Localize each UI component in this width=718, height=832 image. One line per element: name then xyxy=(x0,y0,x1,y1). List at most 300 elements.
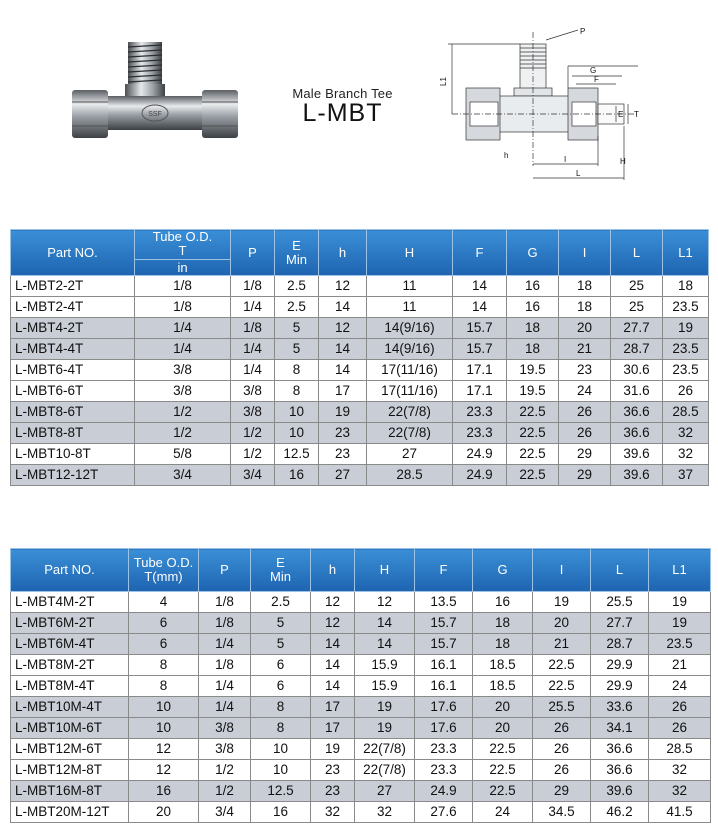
cell-p: 3/8 xyxy=(199,739,251,760)
header-tube-od-label: Tube O.D. xyxy=(152,229,213,244)
cell-h-large: 15.9 xyxy=(355,655,415,676)
table-row xyxy=(11,676,711,697)
cell-i: 21 xyxy=(533,634,591,655)
cell-part-no: L-MBT2-4T xyxy=(11,297,135,318)
label-f: F xyxy=(594,75,599,84)
header-e-label: E xyxy=(292,237,301,253)
table-row xyxy=(11,655,711,676)
technical-drawing xyxy=(438,26,650,188)
table-row xyxy=(11,318,709,339)
label-l: L xyxy=(576,169,581,178)
cell-g: 24 xyxy=(473,802,533,823)
cell-part-no: L-MBT6-6T xyxy=(11,381,135,402)
cell-part-no: L-MBT8M-4T xyxy=(11,676,129,697)
cell-l: 36.6 xyxy=(591,760,649,781)
cell-h-small: 14 xyxy=(319,360,367,381)
header-tube-od-unit: in xyxy=(135,259,230,275)
label-l1: L1 xyxy=(439,77,448,86)
cell-h-small: 14 xyxy=(319,297,367,318)
cell-tube-od: 16 xyxy=(129,781,199,802)
cell-i: 26 xyxy=(533,739,591,760)
cell-part-no: L-MBT10M-6T xyxy=(11,718,129,739)
cell-tube-od: 20 xyxy=(129,802,199,823)
cell-h-large: 17(11/16) xyxy=(367,381,453,402)
label-p: P xyxy=(580,27,586,36)
cell-tube-od: 10 xyxy=(129,697,199,718)
label-h: h xyxy=(504,151,509,160)
header-tube-od xyxy=(129,549,199,592)
cell-g: 19.5 xyxy=(507,360,559,381)
cell-part-no: L-MBT20M-12T xyxy=(11,802,129,823)
cell-g: 22.5 xyxy=(507,423,559,444)
cell-e: 6 xyxy=(251,655,311,676)
cell-tube-od: 3/8 xyxy=(135,381,231,402)
cell-tube-od: 10 xyxy=(129,718,199,739)
cell-tube-od: 1/2 xyxy=(135,423,231,444)
cell-e: 5 xyxy=(251,634,311,655)
table-row xyxy=(11,423,709,444)
header-i: I xyxy=(533,549,591,592)
cell-l: 28.7 xyxy=(591,634,649,655)
cell-l1: 23.5 xyxy=(663,360,709,381)
table-row xyxy=(11,444,709,465)
cell-p: 1/2 xyxy=(199,760,251,781)
cell-tube-od: 4 xyxy=(129,592,199,613)
cell-p: 1/8 xyxy=(231,276,275,297)
cell-i: 29 xyxy=(559,465,611,486)
cell-part-no: L-MBT12M-8T xyxy=(11,760,129,781)
cell-h-small: 23 xyxy=(311,781,355,802)
header-g: G xyxy=(473,549,533,592)
cell-h-large: 27 xyxy=(367,444,453,465)
cell-part-no: L-MBT4M-2T xyxy=(11,592,129,613)
cell-l1: 37 xyxy=(663,465,709,486)
label-hh: H xyxy=(620,157,626,166)
cell-p: 1/8 xyxy=(199,655,251,676)
cell-h-large: 22(7/8) xyxy=(367,402,453,423)
cell-p: 1/4 xyxy=(231,339,275,360)
cell-h-large: 14(9/16) xyxy=(367,318,453,339)
cell-f: 24.9 xyxy=(415,781,473,802)
cell-l: 31.6 xyxy=(611,381,663,402)
cell-f: 23.3 xyxy=(415,760,473,781)
cell-l: 27.7 xyxy=(611,318,663,339)
cell-g: 22.5 xyxy=(507,444,559,465)
cell-g: 20 xyxy=(473,718,533,739)
cell-i: 23 xyxy=(559,360,611,381)
cell-p: 3/8 xyxy=(231,381,275,402)
cell-l: 39.6 xyxy=(611,444,663,465)
cell-f: 14 xyxy=(453,297,507,318)
table-row xyxy=(11,634,711,655)
cell-h-small: 12 xyxy=(311,613,355,634)
cell-e: 16 xyxy=(251,802,311,823)
header-e-label: E xyxy=(276,555,285,570)
cell-f: 23.3 xyxy=(453,423,507,444)
cell-tube-od: 3/4 xyxy=(135,465,231,486)
cell-i: 21 xyxy=(559,339,611,360)
table-row xyxy=(11,781,711,802)
cell-l1: 32 xyxy=(663,423,709,444)
header-h-small: h xyxy=(319,230,367,276)
table-row xyxy=(11,276,709,297)
cell-f: 14 xyxy=(453,276,507,297)
table-row xyxy=(11,381,709,402)
cell-g: 16 xyxy=(473,592,533,613)
cell-e: 2.5 xyxy=(275,276,319,297)
table-row xyxy=(11,465,709,486)
table-row xyxy=(11,360,709,381)
cell-f: 24.9 xyxy=(453,465,507,486)
header-l: L xyxy=(611,230,663,276)
cell-part-no: L-MBT10M-4T xyxy=(11,697,129,718)
cell-e: 10 xyxy=(275,423,319,444)
cell-h-large: 14(9/16) xyxy=(367,339,453,360)
cell-f: 15.7 xyxy=(415,613,473,634)
cell-tube-od: 8 xyxy=(129,676,199,697)
cell-g: 20 xyxy=(473,697,533,718)
cell-l1: 18 xyxy=(663,276,709,297)
cell-p: 1/4 xyxy=(199,634,251,655)
cell-h-small: 12 xyxy=(311,592,355,613)
cell-h-small: 27 xyxy=(319,465,367,486)
cell-e: 16 xyxy=(275,465,319,486)
cell-l1: 23.5 xyxy=(649,634,711,655)
cell-g: 18 xyxy=(507,318,559,339)
cell-p: 3/8 xyxy=(199,718,251,739)
cell-l1: 28.5 xyxy=(649,739,711,760)
header-tube-od-symbol: T xyxy=(178,243,187,258)
cell-i: 29 xyxy=(559,444,611,465)
header-g: G xyxy=(507,230,559,276)
product-photo xyxy=(70,38,240,150)
table-row xyxy=(11,592,711,613)
label-t: T xyxy=(634,110,639,119)
cell-tube-od: 12 xyxy=(129,760,199,781)
cell-h-large: 15.9 xyxy=(355,676,415,697)
cell-l: 46.2 xyxy=(591,802,649,823)
cell-p: 1/2 xyxy=(199,781,251,802)
table-row xyxy=(11,718,711,739)
cell-part-no: L-MBT16M-8T xyxy=(11,781,129,802)
header-e-min: Min xyxy=(270,569,291,584)
cell-part-no: L-MBT12-12T xyxy=(11,465,135,486)
cell-l1: 23.5 xyxy=(663,339,709,360)
table-row xyxy=(11,297,709,318)
cell-tube-od: 1/4 xyxy=(135,339,231,360)
cell-e: 10 xyxy=(251,760,311,781)
cell-p: 1/8 xyxy=(199,592,251,613)
cell-h-small: 19 xyxy=(311,739,355,760)
header-f: F xyxy=(453,230,507,276)
cell-f: 16.1 xyxy=(415,676,473,697)
cell-l1: 24 xyxy=(649,676,711,697)
cell-p: 1/4 xyxy=(231,360,275,381)
cell-f: 16.1 xyxy=(415,655,473,676)
label-e: E xyxy=(618,110,624,119)
cell-h-small: 19 xyxy=(319,402,367,423)
cell-h-large: 32 xyxy=(355,802,415,823)
cell-l: 25 xyxy=(611,276,663,297)
cell-l: 39.6 xyxy=(611,465,663,486)
cell-h-large: 14 xyxy=(355,613,415,634)
cell-g: 18.5 xyxy=(473,655,533,676)
cell-l1: 21 xyxy=(649,655,711,676)
cell-e: 8 xyxy=(275,381,319,402)
cell-f: 15.7 xyxy=(453,339,507,360)
cell-part-no: L-MBT4-2T xyxy=(11,318,135,339)
cell-tube-od: 8 xyxy=(129,655,199,676)
table-body xyxy=(11,592,711,823)
cell-h-small: 23 xyxy=(319,423,367,444)
header-h-large: H xyxy=(355,549,415,592)
cell-h-large: 28.5 xyxy=(367,465,453,486)
cell-h-large: 27 xyxy=(355,781,415,802)
cell-g: 22.5 xyxy=(507,465,559,486)
cell-f: 17.1 xyxy=(453,381,507,402)
cell-l: 36.6 xyxy=(591,739,649,760)
cell-l1: 26 xyxy=(649,697,711,718)
cell-p: 1/8 xyxy=(231,318,275,339)
product-code: L-MBT xyxy=(302,99,383,127)
header-h-small: h xyxy=(311,549,355,592)
cell-e: 5 xyxy=(251,613,311,634)
cell-part-no: L-MBT4-4T xyxy=(11,339,135,360)
cell-i: 22.5 xyxy=(533,655,591,676)
cell-e: 5 xyxy=(275,339,319,360)
cell-l1: 41.5 xyxy=(649,802,711,823)
cell-i: 25.5 xyxy=(533,697,591,718)
cell-f: 17.1 xyxy=(453,360,507,381)
cell-h-small: 32 xyxy=(311,802,355,823)
cell-l1: 26 xyxy=(649,718,711,739)
cell-l: 28.7 xyxy=(611,339,663,360)
cell-h-small: 14 xyxy=(311,655,355,676)
cell-l1: 23.5 xyxy=(663,297,709,318)
cell-i: 26 xyxy=(559,423,611,444)
cell-l: 39.6 xyxy=(591,781,649,802)
cell-i: 26 xyxy=(533,760,591,781)
header-e xyxy=(251,549,311,592)
cell-h-small: 14 xyxy=(319,339,367,360)
cell-h-small: 12 xyxy=(319,318,367,339)
header-e-min: Min xyxy=(286,251,307,267)
cell-h-small: 12 xyxy=(319,276,367,297)
table-row xyxy=(11,613,711,634)
header-tube-od-unit: T(mm) xyxy=(144,569,183,584)
cell-e: 5 xyxy=(275,318,319,339)
cell-i: 29 xyxy=(533,781,591,802)
cell-g: 22.5 xyxy=(507,402,559,423)
cell-l: 34.1 xyxy=(591,718,649,739)
cell-tube-od: 1/8 xyxy=(135,297,231,318)
cell-h-small: 17 xyxy=(311,718,355,739)
cell-h-small: 14 xyxy=(311,676,355,697)
cell-e: 2.5 xyxy=(251,592,311,613)
header-part-no: Part NO. xyxy=(11,230,135,276)
cell-l1: 19 xyxy=(663,318,709,339)
cell-p: 1/4 xyxy=(199,697,251,718)
cell-l1: 26 xyxy=(663,381,709,402)
header-h-large: H xyxy=(367,230,453,276)
cell-i: 22.5 xyxy=(533,676,591,697)
cell-g: 18 xyxy=(473,613,533,634)
header-p: P xyxy=(199,549,251,592)
cell-l1: 19 xyxy=(649,592,711,613)
table-row xyxy=(11,760,711,781)
cell-part-no: L-MBT6-4T xyxy=(11,360,135,381)
header-p: P xyxy=(231,230,275,276)
table-row xyxy=(11,697,711,718)
cell-e: 10 xyxy=(251,739,311,760)
header-e xyxy=(275,230,319,276)
cell-e: 8 xyxy=(251,718,311,739)
cell-h-small: 23 xyxy=(311,760,355,781)
cell-h-large: 19 xyxy=(355,697,415,718)
cell-e: 8 xyxy=(251,697,311,718)
table-row xyxy=(11,339,709,360)
cell-l: 33.6 xyxy=(591,697,649,718)
header-l1: L1 xyxy=(649,549,711,592)
cell-h-small: 23 xyxy=(319,444,367,465)
cell-h-large: 22(7/8) xyxy=(355,739,415,760)
cell-part-no: L-MBT8-8T xyxy=(11,423,135,444)
cell-l: 36.6 xyxy=(611,423,663,444)
cell-i: 20 xyxy=(533,613,591,634)
cell-e: 10 xyxy=(275,402,319,423)
cell-f: 13.5 xyxy=(415,592,473,613)
cell-h-large: 14 xyxy=(355,634,415,655)
cell-i: 18 xyxy=(559,276,611,297)
cell-h-large: 17(11/16) xyxy=(367,360,453,381)
table-body xyxy=(11,276,709,486)
cell-i: 20 xyxy=(559,318,611,339)
header-i: I xyxy=(559,230,611,276)
cell-h-small: 14 xyxy=(311,634,355,655)
cell-e: 2.5 xyxy=(275,297,319,318)
cell-h-large: 12 xyxy=(355,592,415,613)
cell-f: 15.7 xyxy=(415,634,473,655)
cell-p: 3/8 xyxy=(231,402,275,423)
cell-tube-od: 1/4 xyxy=(135,318,231,339)
header-l: L xyxy=(591,549,649,592)
cell-h-small: 17 xyxy=(319,381,367,402)
cell-h-large: 22(7/8) xyxy=(367,423,453,444)
cell-e: 12.5 xyxy=(275,444,319,465)
cell-p: 3/4 xyxy=(199,802,251,823)
cell-l1: 32 xyxy=(663,444,709,465)
cell-f: 17.6 xyxy=(415,718,473,739)
cell-l: 36.6 xyxy=(611,402,663,423)
product-title xyxy=(280,86,405,128)
cell-h-large: 22(7/8) xyxy=(355,760,415,781)
header-f: F xyxy=(415,549,473,592)
cell-l: 29.9 xyxy=(591,676,649,697)
cell-e: 8 xyxy=(275,360,319,381)
cell-f: 15.7 xyxy=(453,318,507,339)
cell-p: 3/4 xyxy=(231,465,275,486)
cell-h-small: 17 xyxy=(311,697,355,718)
cell-part-no: L-MBT8-6T xyxy=(11,402,135,423)
cell-part-no: L-MBT8M-2T xyxy=(11,655,129,676)
cell-f: 24.9 xyxy=(453,444,507,465)
table-row xyxy=(11,402,709,423)
cell-l: 25.5 xyxy=(591,592,649,613)
product-subtitle: Male Branch Tee xyxy=(292,86,393,101)
cell-tube-od: 6 xyxy=(129,613,199,634)
cell-l1: 32 xyxy=(649,781,711,802)
cell-tube-od: 12 xyxy=(129,739,199,760)
header-l1: L1 xyxy=(663,230,709,276)
header-tube-od xyxy=(135,230,231,276)
cell-l1: 19 xyxy=(649,613,711,634)
spec-table-inch xyxy=(10,229,709,486)
cell-p: 1/4 xyxy=(199,676,251,697)
cell-i: 34.5 xyxy=(533,802,591,823)
cell-f: 23.3 xyxy=(415,739,473,760)
cell-p: 1/4 xyxy=(231,297,275,318)
cell-tube-od: 1/8 xyxy=(135,276,231,297)
cell-part-no: L-MBT12M-6T xyxy=(11,739,129,760)
cell-part-no: L-MBT10-8T xyxy=(11,444,135,465)
cell-tube-od: 5/8 xyxy=(135,444,231,465)
cell-tube-od: 3/8 xyxy=(135,360,231,381)
cell-g: 18.5 xyxy=(473,676,533,697)
cell-g: 19.5 xyxy=(507,381,559,402)
cell-g: 16 xyxy=(507,276,559,297)
cell-l: 29.9 xyxy=(591,655,649,676)
cell-part-no: L-MBT2-2T xyxy=(11,276,135,297)
cell-i: 18 xyxy=(559,297,611,318)
cell-i: 26 xyxy=(559,402,611,423)
cell-p: 1/8 xyxy=(199,613,251,634)
cell-g: 18 xyxy=(473,634,533,655)
cell-l1: 32 xyxy=(649,760,711,781)
cell-l: 25 xyxy=(611,297,663,318)
cell-g: 22.5 xyxy=(473,781,533,802)
cell-i: 19 xyxy=(533,592,591,613)
table-row xyxy=(11,802,711,823)
cell-tube-od: 1/2 xyxy=(135,402,231,423)
cell-tube-od: 6 xyxy=(129,634,199,655)
cell-f: 27.6 xyxy=(415,802,473,823)
cell-g: 22.5 xyxy=(473,739,533,760)
table-row xyxy=(11,739,711,760)
cell-e: 12.5 xyxy=(251,781,311,802)
cell-h-large: 11 xyxy=(367,297,453,318)
cell-l: 27.7 xyxy=(591,613,649,634)
cell-p: 1/2 xyxy=(231,423,275,444)
cell-part-no: L-MBT6M-4T xyxy=(11,634,129,655)
logo-text: SSF xyxy=(148,111,162,118)
header-part-no: Part NO. xyxy=(11,549,129,592)
label-g: G xyxy=(590,66,597,75)
cell-i: 26 xyxy=(533,718,591,739)
cell-p: 1/2 xyxy=(231,444,275,465)
spec-table-metric xyxy=(10,548,711,823)
cell-h-large: 11 xyxy=(367,276,453,297)
cell-e: 6 xyxy=(251,676,311,697)
cell-g: 22.5 xyxy=(473,760,533,781)
cell-g: 16 xyxy=(507,297,559,318)
cell-l1: 28.5 xyxy=(663,402,709,423)
cell-i: 24 xyxy=(559,381,611,402)
cell-part-no: L-MBT6M-2T xyxy=(11,613,129,634)
cell-l: 30.6 xyxy=(611,360,663,381)
cell-f: 17.6 xyxy=(415,697,473,718)
cell-g: 18 xyxy=(507,339,559,360)
cell-h-large: 19 xyxy=(355,718,415,739)
